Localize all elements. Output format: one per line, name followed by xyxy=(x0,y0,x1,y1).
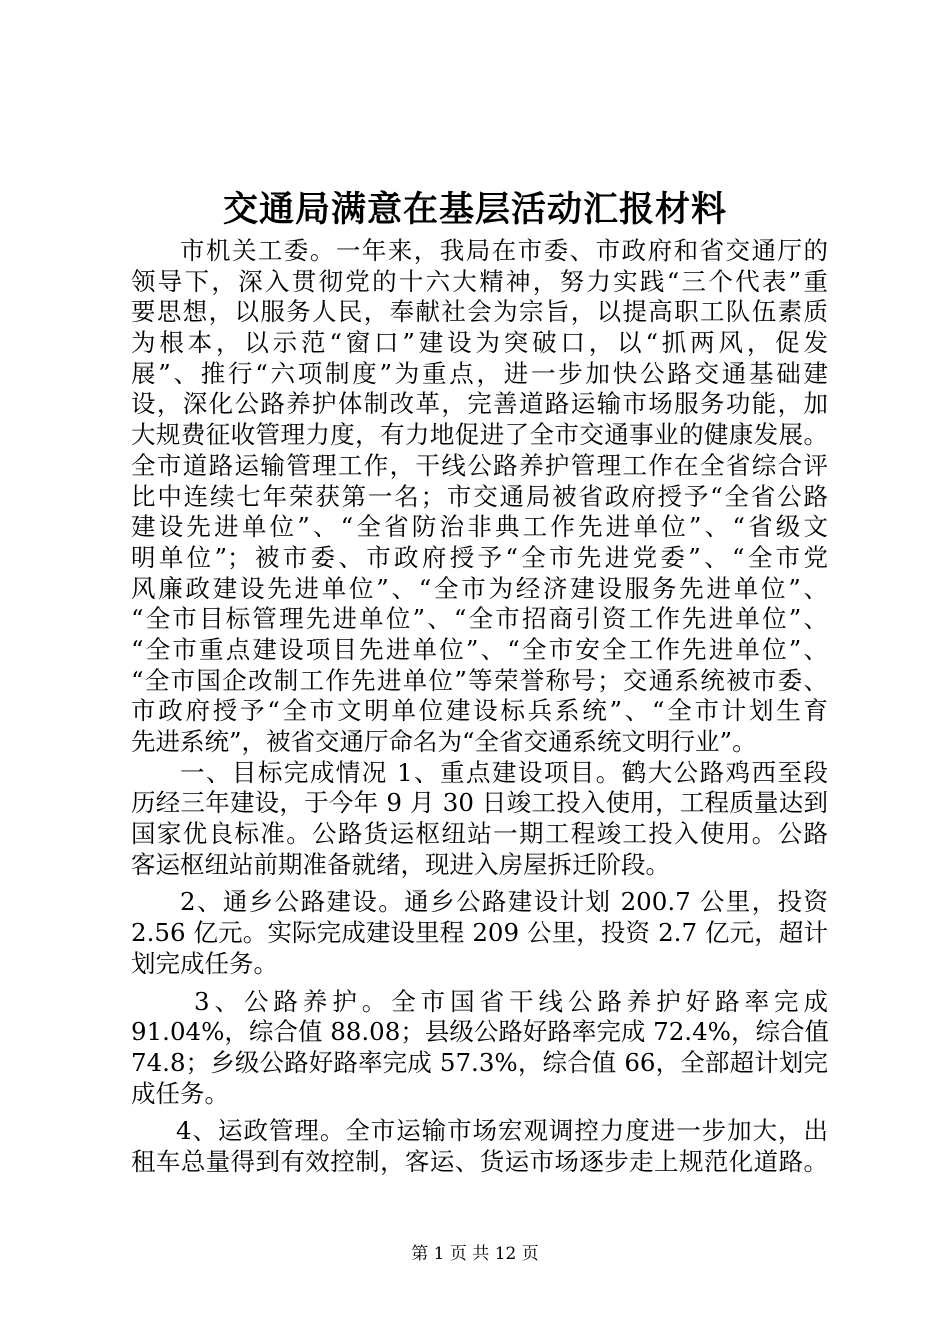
text-line: 先进系统”，被省交通厅命名为“全省交通系统文明行业”。 xyxy=(131,727,757,756)
document-title: 交通局满意在基层活动汇报材料 xyxy=(222,189,727,230)
document-body xyxy=(131,236,828,1178)
text-line: 要思想，以服务人民，奉献社会为宗旨，以提高职工队伍素质 xyxy=(131,297,828,327)
text-line: 历经三年建设，于今年 9 月 30 日竣工投入使用，工程质量达到 xyxy=(131,788,828,818)
text-line: 3、公路养护。全市国省干线公路养护好路率完成 xyxy=(194,986,828,1016)
text-line: 租车总量得到有效控制，客运、货运市场逐步走上规范化道路。 xyxy=(131,1146,828,1176)
paragraph-gap xyxy=(131,980,828,987)
text-line: 2.56 亿元。实际完成建设里程 209 公里，投资 2.7 亿元，超计 xyxy=(131,918,828,948)
text-line: 明单位”；被市委、市政府授予“全市先进党委”、“全市党 xyxy=(131,542,828,572)
text-line: 4、运政管理。全市运输市场宏观调控力度进一步加大，出 xyxy=(176,1116,828,1146)
paragraph-gap xyxy=(131,1109,828,1116)
text-line: 设，深化公路养护体制改革，完善道路运输市场服务功能，加 xyxy=(131,389,828,419)
text-line: 客运枢纽站前期准备就绪，现进入房屋拆迁阶段。 xyxy=(131,849,670,879)
text-line: 市机关工委。一年来，我局在市委、市政府和省交通厅的 xyxy=(180,236,828,265)
text-line: “全市重点建设项目先进单位”、“全市安全工作先进单位”、 xyxy=(131,634,828,664)
paragraph-gap xyxy=(131,880,828,887)
text-line: 74.8；乡级公路好路率完成 57.3%，综合值 66，全部超计划完 xyxy=(131,1047,828,1077)
page-number-footer: 第 1 页 共 12 页 xyxy=(411,1244,539,1264)
text-line: “全市国企改制工作先进单位”等荣誉称号；交通系统被市委、 xyxy=(131,665,828,695)
text-line: 一、目标完成情况 1、重点建设项目。鹤大公路鸡西至段 xyxy=(180,757,828,787)
text-line: 市政府授予“全市文明单位建设标兵系统”、“全市计划生育 xyxy=(131,696,828,726)
text-line: 国家优良标准。公路货运枢纽站一期工程竣工投入使用。公路 xyxy=(131,819,828,849)
text-line: 全市道路运输管理工作，干线公路养护管理工作在全省综合评 xyxy=(131,450,828,480)
text-line: 建设先进单位”、“全省防治非典工作先进单位”、“省级文 xyxy=(131,512,828,542)
text-line: 展”、推行“六项制度”为重点，进一步加快公路交通基础建 xyxy=(131,358,828,388)
text-line: 划完成任务。 xyxy=(131,948,278,978)
text-line: 成任务。 xyxy=(131,1078,229,1108)
text-line: 大规费征收管理力度，有力地促进了全市交通事业的健康发展。 xyxy=(131,420,828,450)
text-line: 2、通乡公路建设。通乡公路建设计划 200.7 公里，投资 xyxy=(180,887,828,917)
text-line: 91.04%，综合值 88.08；县级公路好路率完成 72.4%，综合值 xyxy=(131,1017,829,1047)
text-line: 风廉政建设先进单位”、“全市为经济建设服务先进单位”、 xyxy=(131,573,828,603)
text-line: “全市目标管理先进单位”、“全市招商引资工作先进单位”、 xyxy=(131,604,828,634)
text-line: 为根本，以示范“窗口”建设为突破口，以“抓两风，促发 xyxy=(131,328,828,358)
text-line: 比中连续七年荣获第一名；市交通局被省政府授予“全省公路 xyxy=(131,481,828,511)
text-line: 领导下，深入贯彻党的十六大精神，努力实践“三个代表”重 xyxy=(131,266,828,296)
